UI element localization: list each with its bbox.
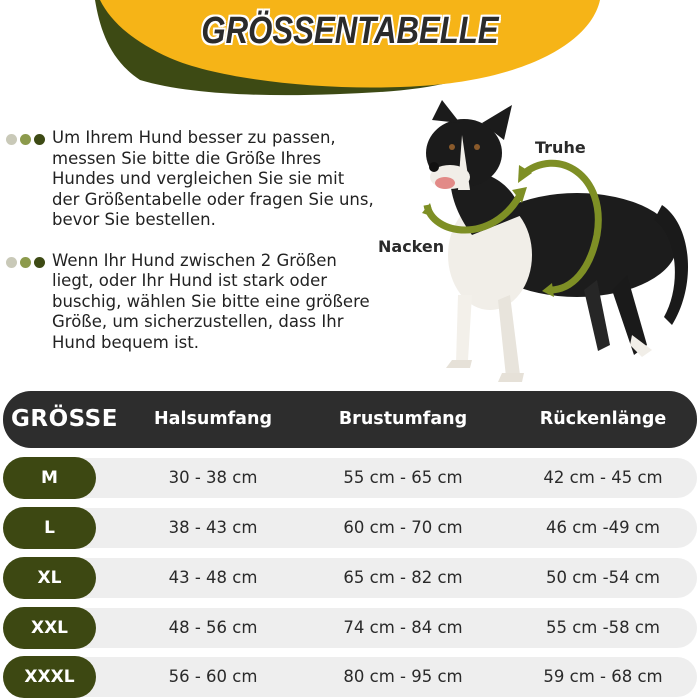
cell-chest: 65 cm - 82 cm bbox=[343, 568, 463, 587]
cell-neck: 30 - 38 cm bbox=[168, 468, 258, 487]
instructions bbox=[6, 128, 376, 373]
label-neck: Nacken bbox=[378, 237, 445, 256]
cell-chest: 74 cm - 84 cm bbox=[343, 618, 463, 637]
instruction-text: Um Ihrem Hund besser zu passen, messen Sie bitte die Größe Ihres Hundes und vergleichen Sie sie mit der Größentabelle oder fragen Sie uns, bevor Sie bestellen. bbox=[52, 128, 374, 229]
cell-chest: 60 cm - 70 cm bbox=[343, 518, 463, 537]
cell-chest: 55 cm - 65 cm bbox=[343, 468, 463, 487]
dog-measurement-diagram bbox=[372, 95, 700, 390]
header-size: GRÖSSE bbox=[11, 406, 118, 432]
table-row bbox=[3, 458, 697, 498]
size-table-header bbox=[3, 391, 697, 448]
size-badge: XXL bbox=[3, 607, 96, 649]
table-row bbox=[3, 558, 697, 598]
bullet-dots-icon bbox=[6, 134, 45, 145]
header-chest: Brustumfang bbox=[338, 409, 468, 429]
cell-back: 50 cm -54 cm bbox=[546, 568, 660, 587]
header-neck: Halsumfang bbox=[154, 409, 272, 429]
cell-back: 55 cm -58 cm bbox=[546, 618, 660, 637]
size-badge: L bbox=[3, 507, 96, 549]
instruction-item bbox=[6, 251, 376, 354]
table-row bbox=[3, 657, 697, 697]
page-title: GRÖSSENTABELLE bbox=[201, 10, 499, 52]
cell-back: 46 cm -49 cm bbox=[546, 518, 660, 537]
size-badge: XL bbox=[3, 557, 96, 599]
instruction-item bbox=[6, 128, 376, 231]
size-badge: XXXL bbox=[3, 656, 96, 698]
instruction-text: Wenn Ihr Hund zwischen 2 Größen liegt, oder Ihr Hund ist stark oder buschig, wählen Sie bitte eine größere Größe, um sicherzustellen, dass Ihr Hund bequem ist. bbox=[52, 250, 370, 352]
header-back: Rückenlänge bbox=[539, 409, 667, 429]
cell-neck: 48 - 56 cm bbox=[168, 618, 258, 637]
bullet-dots-icon bbox=[6, 257, 45, 268]
size-badge: M bbox=[3, 457, 96, 499]
cell-back: 42 cm - 45 cm bbox=[543, 468, 663, 487]
cell-neck: 43 - 48 cm bbox=[168, 568, 258, 587]
cell-neck: 38 - 43 cm bbox=[168, 518, 258, 537]
cell-back: 59 cm - 68 cm bbox=[543, 667, 663, 686]
table-row bbox=[3, 608, 697, 648]
cell-neck: 56 - 60 cm bbox=[168, 667, 258, 686]
cell-chest: 80 cm - 95 cm bbox=[343, 667, 463, 686]
label-chest: Truhe bbox=[535, 138, 586, 157]
table-row bbox=[3, 508, 697, 548]
